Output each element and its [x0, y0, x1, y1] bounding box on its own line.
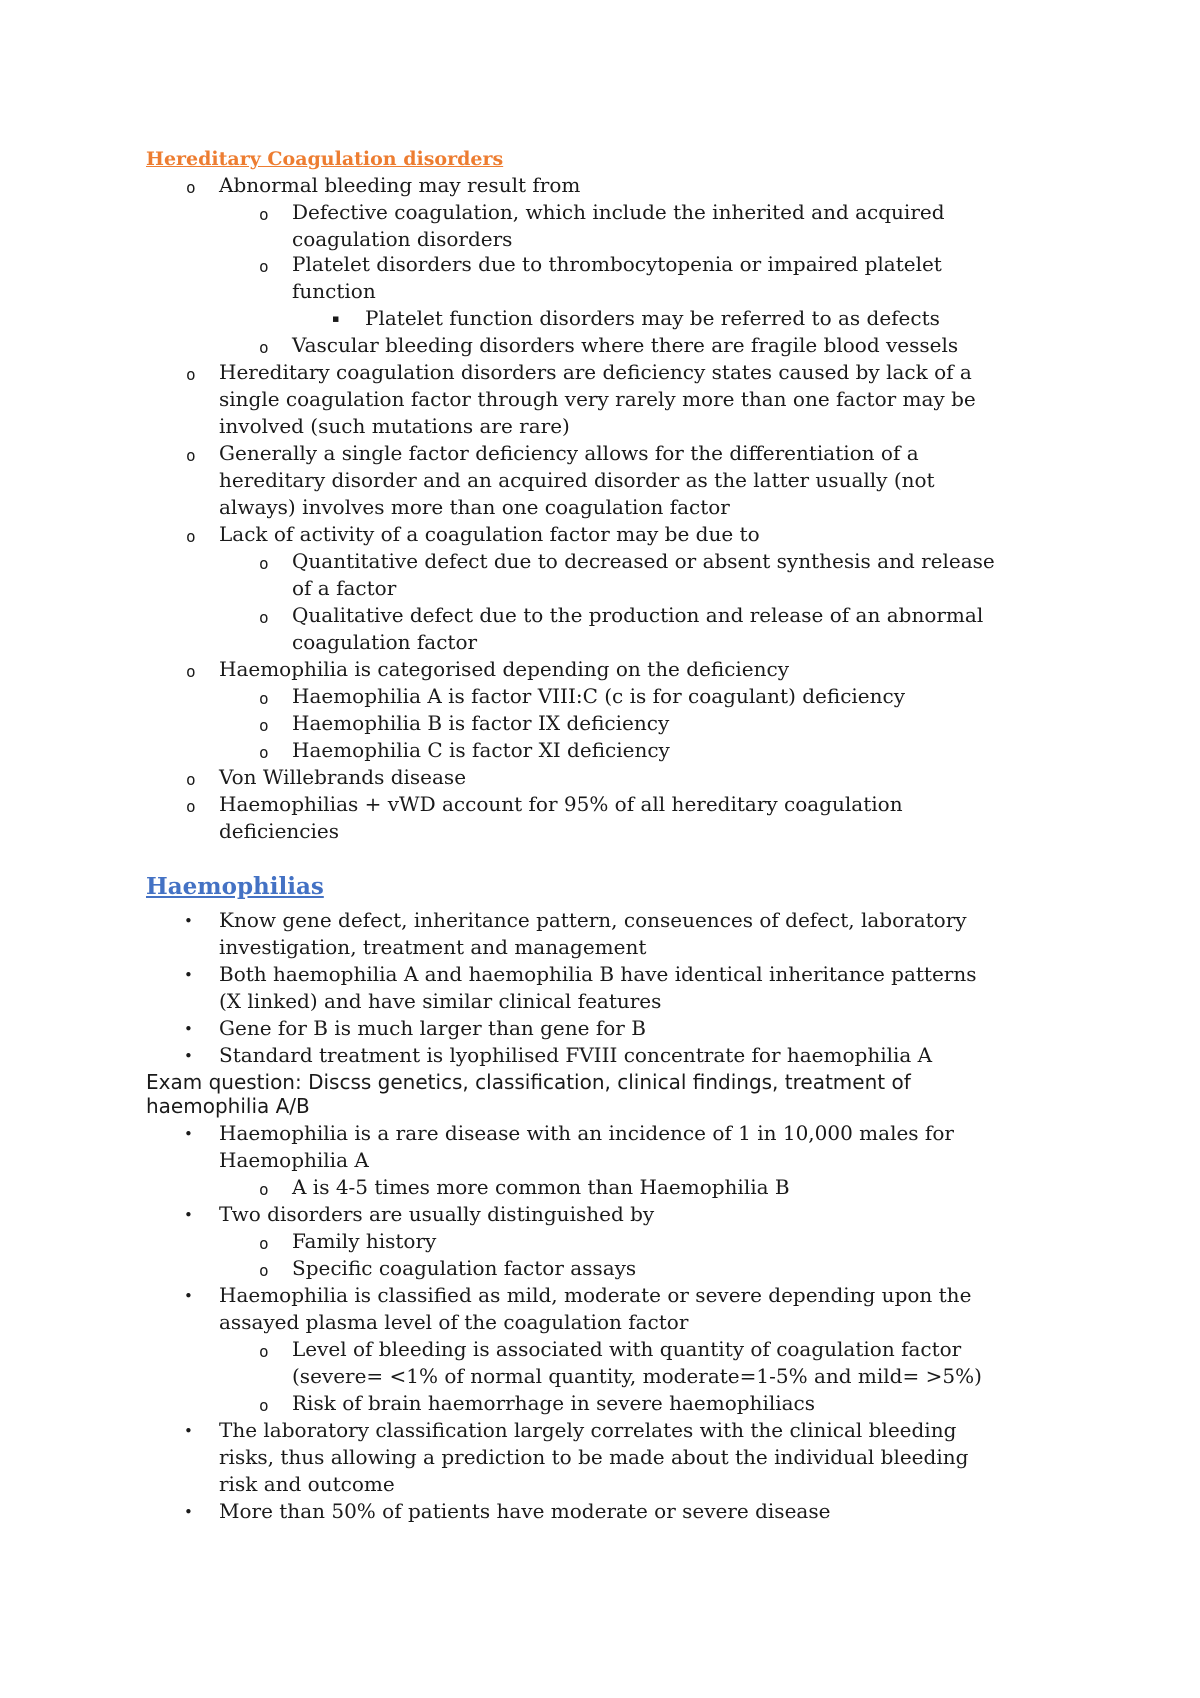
bullet-dot: •: [184, 1422, 193, 1440]
list-item: Platelet disorders due to thrombocytopenia or impaired platelet: [292, 252, 942, 276]
list-item: Haemophilia B is factor IX deficiency: [292, 711, 670, 735]
bullet-circle: o: [186, 446, 196, 465]
list-item: Vascular bleeding disorders where there are fragile blood vessels: [292, 333, 959, 357]
list-item-continuation: risks, thus allowing a prediction to be made about the individual bleeding: [219, 1445, 969, 1469]
bullet-circle: o: [186, 178, 196, 197]
bullet-circle: o: [259, 608, 269, 627]
bullet-circle: o: [259, 338, 269, 357]
list-item: Gene for B is much larger than gene for B: [219, 1016, 646, 1040]
bullet-dot: •: [184, 1503, 193, 1521]
list-item-continuation: risk and outcome: [219, 1472, 395, 1496]
list-item-continuation: single coagulation factor through very rarely more than one factor may be: [219, 387, 976, 411]
list-item: Both haemophilia A and haemophilia B have identical inheritance patterns: [219, 962, 977, 986]
list-item: Level of bleeding is associated with quantity of coagulation factor: [292, 1337, 962, 1361]
list-item: Family history: [292, 1229, 437, 1253]
list-item-continuation: deficiencies: [219, 819, 339, 843]
bullet-circle: o: [186, 662, 196, 681]
list-item: More than 50% of patients have moderate or severe disease: [219, 1499, 831, 1523]
bullet-circle: o: [259, 689, 269, 708]
list-item-continuation: (X linked) and have similar clinical features: [219, 989, 662, 1013]
list-item-continuation: hereditary disorder and an acquired disorder as the latter usually (not: [219, 468, 935, 492]
bullet-dot: •: [184, 1287, 193, 1305]
list-item: A is 4-5 times more common than Haemophilia B: [292, 1175, 790, 1199]
bullet-circle: o: [259, 1396, 269, 1415]
list-item-continuation: coagulation factor: [292, 630, 478, 654]
list-item: Haemophilia is classified as mild, moderate or severe depending upon the: [219, 1283, 972, 1307]
bullet-dot: •: [184, 1047, 193, 1065]
list-item: Specific coagulation factor assays: [292, 1256, 637, 1280]
list-item: Haemophilias + vWD account for 95% of all hereditary coagulation: [219, 792, 903, 816]
bullet-dot: •: [184, 1125, 193, 1143]
exam-question-continuation: haemophilia A/B: [146, 1094, 310, 1118]
bullet-circle: o: [259, 1180, 269, 1199]
bullet-circle: o: [259, 205, 269, 224]
list-item: Von Willebrands disease: [219, 765, 467, 789]
list-item-continuation: always) involves more than one coagulation factor: [219, 495, 730, 519]
list-item: Haemophilia is categorised depending on the deficiency: [219, 657, 790, 681]
list-item: Abnormal bleeding may result from: [219, 173, 581, 197]
section-heading-haemophilias: Haemophilias: [146, 873, 324, 900]
list-item: Qualitative defect due to the production and release of an abnormal: [292, 603, 984, 627]
list-item-continuation: function: [292, 279, 376, 303]
list-item: Risk of brain haemorrhage in severe haemophiliacs: [292, 1391, 816, 1415]
list-item: Know gene defect, inheritance pattern, conseuences of defect, laboratory: [219, 908, 967, 932]
bullet-circle: o: [259, 257, 269, 276]
section-heading-hereditary-coagulation: Hereditary Coagulation disorders: [146, 148, 504, 170]
bullet-circle: o: [259, 716, 269, 735]
list-item: Quantitative defect due to decreased or absent synthesis and release: [292, 549, 995, 573]
list-item: Haemophilia A is factor VIII:C (c is for coagulant) deficiency: [292, 684, 906, 708]
bullet-dot: •: [184, 1020, 193, 1038]
bullet-circle: o: [259, 1342, 269, 1361]
list-item-continuation: Haemophilia A: [219, 1148, 369, 1172]
list-item: Generally a single factor deficiency allows for the differentiation of a: [219, 441, 919, 465]
bullet-circle: o: [259, 1261, 269, 1280]
list-item-continuation: involved (such mutations are rare): [219, 414, 570, 438]
list-item: Standard treatment is lyophilised FVIII concentrate for haemophilia A: [219, 1043, 933, 1067]
bullet-circle: o: [259, 554, 269, 573]
list-item-continuation: coagulation disorders: [292, 227, 513, 251]
bullet-circle: o: [186, 527, 196, 546]
exam-question-text: Exam question: Discss genetics, classification, clinical findings, treatment of: [146, 1070, 911, 1094]
list-item-continuation: assayed plasma level of the coagulation factor: [219, 1310, 689, 1334]
bullet-circle: o: [186, 797, 196, 816]
list-item-continuation: investigation, treatment and management: [219, 935, 647, 959]
list-item: Haemophilia C is factor XI deficiency: [292, 738, 670, 762]
list-item: The laboratory classification largely correlates with the clinical bleeding: [219, 1418, 957, 1442]
list-item: Lack of activity of a coagulation factor may be due to: [219, 522, 760, 546]
list-item: Two disorders are usually distinguished by: [219, 1202, 655, 1226]
bullet-circle: o: [186, 770, 196, 789]
bullet-dot: •: [184, 966, 193, 984]
list-item: Haemophilia is a rare disease with an incidence of 1 in 10,000 males for: [219, 1121, 954, 1145]
bullet-circle: o: [186, 365, 196, 384]
bullet-square: ▪: [332, 312, 340, 325]
list-item: Defective coagulation, which include the inherited and acquired: [292, 200, 945, 224]
bullet-circle: o: [259, 743, 269, 762]
bullet-circle: o: [259, 1234, 269, 1253]
list-item: Hereditary coagulation disorders are deficiency states caused by lack of a: [219, 360, 972, 384]
list-item-continuation: of a factor: [292, 576, 397, 600]
bullet-dot: •: [184, 1206, 193, 1224]
list-item-continuation: (severe= <1% of normal quantity, moderate=1-5% and mild= >5%): [292, 1364, 982, 1388]
bullet-dot: •: [184, 912, 193, 930]
list-item: Platelet function disorders may be referred to as defects: [365, 306, 940, 330]
